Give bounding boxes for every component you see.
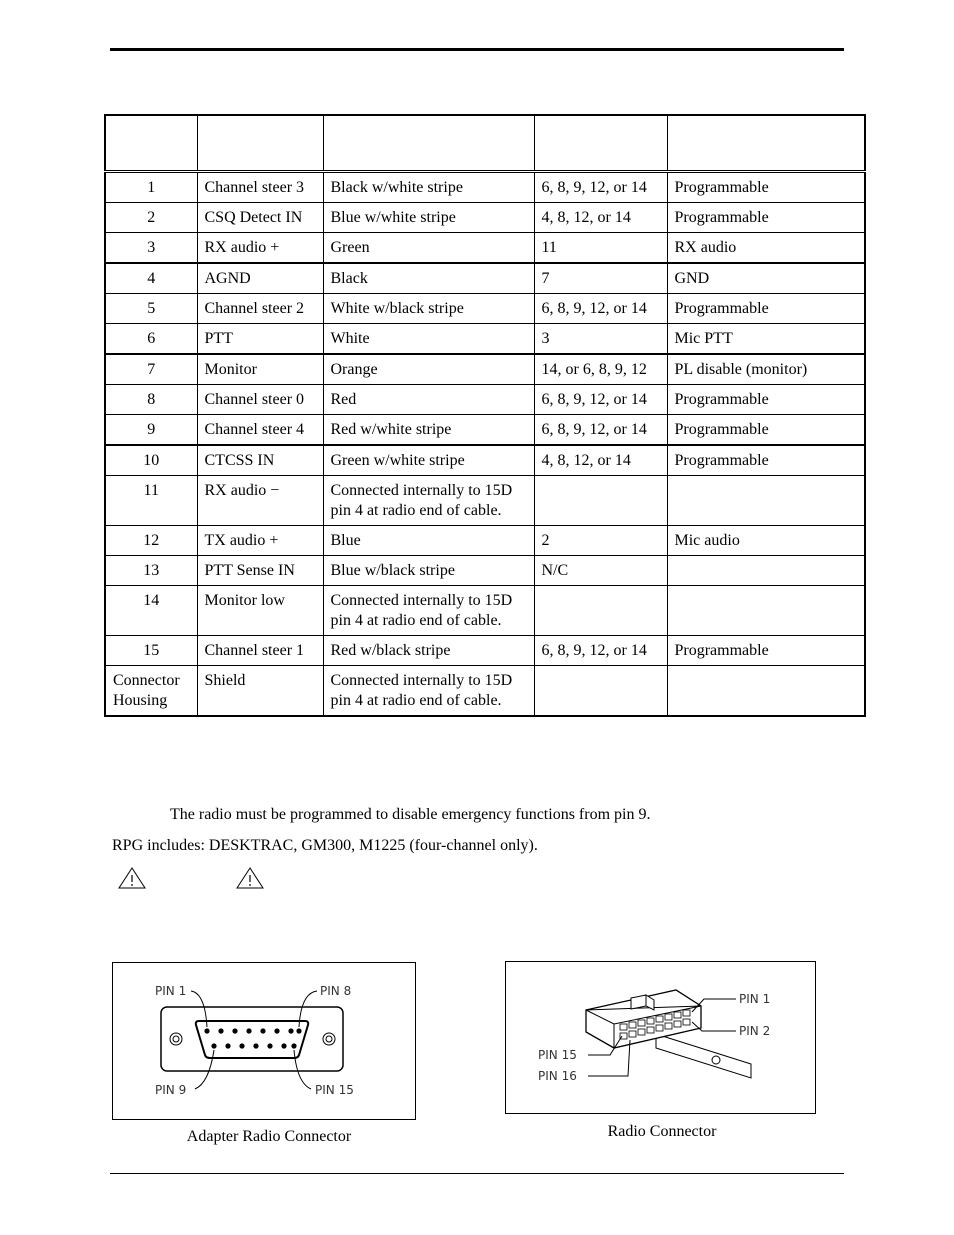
pin1-label: PIN 1 (739, 992, 771, 1006)
cell-function: Channel steer 1 (197, 636, 323, 666)
cell-radio-function (667, 666, 865, 717)
header-cell (534, 115, 667, 172)
cell-radio-pin: 6, 8, 9, 12, or 14 (534, 172, 667, 203)
cell-radio-pin: N/C (534, 556, 667, 586)
cell-radio-pin: 11 (534, 233, 667, 264)
warning-icon (117, 866, 147, 890)
header-cell (667, 115, 865, 172)
radio-connector-caption: Radio Connector (607, 1123, 717, 1140)
cell-wire: Connected internally to 15D pin 4 at radio end of cable. (323, 476, 534, 526)
cell-function: AGND (197, 263, 323, 294)
table-row (105, 636, 865, 666)
header-cell (323, 115, 534, 172)
cell-radio-function (667, 556, 865, 586)
cell-radio-pin: 7 (534, 263, 667, 294)
cell-wire: Black w/white stripe (323, 172, 534, 203)
cell-radio-function: PL disable (monitor) (667, 354, 865, 385)
cell-pin: 12 (105, 526, 197, 556)
cell-wire: Connected internally to 15D pin 4 at radio end of cable. (323, 666, 534, 717)
cell-radio-pin: 6, 8, 9, 12, or 14 (534, 385, 667, 415)
cell-wire: Green w/white stripe (323, 445, 534, 476)
cell-pin: 4 (105, 263, 197, 294)
table-row (105, 666, 865, 717)
cell-pin: 9 (105, 415, 197, 446)
cell-wire: Blue w/white stripe (323, 203, 534, 233)
header-cell (197, 115, 323, 172)
pin8-label: PIN 8 (320, 984, 352, 998)
pin9-label: PIN 9 (155, 1083, 187, 1097)
cell-function: PTT Sense IN (197, 556, 323, 586)
table-row (105, 263, 865, 294)
cell-radio-function: RX audio (667, 233, 865, 264)
cell-wire: Blue w/black stripe (323, 556, 534, 586)
pin15-label: PIN 15 (538, 1048, 577, 1062)
cell-radio-function: Mic PTT (667, 324, 865, 355)
cell-function: Shield (197, 666, 323, 717)
radio-connector-figure (505, 961, 816, 1114)
cell-wire: Connected internally to 15D pin 4 at radio end of cable. (323, 586, 534, 636)
table-row (105, 476, 865, 526)
pin15-label: PIN 15 (315, 1083, 354, 1097)
pin1-label: PIN 1 (155, 984, 187, 998)
cell-function: Channel steer 0 (197, 385, 323, 415)
cell-radio-pin: 2 (534, 526, 667, 556)
cell-radio-function: Programmable (667, 294, 865, 324)
cell-function: Channel steer 4 (197, 415, 323, 446)
cell-wire: Red w/white stripe (323, 415, 534, 446)
table-row (105, 294, 865, 324)
cell-function: PTT (197, 324, 323, 355)
radio-connector-drawing (506, 962, 815, 1113)
table-row (105, 354, 865, 385)
cell-function: RX audio − (197, 476, 323, 526)
table-row (105, 415, 865, 446)
cell-radio-pin: 4, 8, 12, or 14 (534, 445, 667, 476)
cell-pin: 1 (105, 172, 197, 203)
table-row (105, 385, 865, 415)
pin2-label: PIN 2 (739, 1024, 771, 1038)
cell-function: Channel steer 2 (197, 294, 323, 324)
cell-pin: 3 (105, 233, 197, 264)
cell-function: CSQ Detect IN (197, 203, 323, 233)
cell-radio-function (667, 476, 865, 526)
cell-pin: 10 (105, 445, 197, 476)
table-row (105, 324, 865, 355)
cell-radio-pin (534, 476, 667, 526)
cell-function: Monitor (197, 354, 323, 385)
cell-pin: 13 (105, 556, 197, 586)
adapter-connector-figure (112, 962, 416, 1120)
cell-pin: 7 (105, 354, 197, 385)
pinout-table (104, 114, 866, 717)
table-row (105, 556, 865, 586)
cell-radio-pin: 14, or 6, 8, 9, 12 (534, 354, 667, 385)
cell-function: TX audio + (197, 526, 323, 556)
cell-wire: Red (323, 385, 534, 415)
footer-rule (110, 1173, 844, 1174)
cell-radio-function: Programmable (667, 172, 865, 203)
cell-radio-pin (534, 666, 667, 717)
emergency-note: The radio must be programmed to disable emergency functions from pin 9. (170, 806, 651, 823)
cell-pin: Connector Housing (105, 666, 197, 717)
cell-pin: 11 (105, 476, 197, 526)
cell-radio-pin: 6, 8, 9, 12, or 14 (534, 415, 667, 446)
cell-radio-function: Programmable (667, 636, 865, 666)
cell-pin: 14 (105, 586, 197, 636)
cell-function: CTCSS IN (197, 445, 323, 476)
cell-radio-function (667, 586, 865, 636)
cell-pin: 5 (105, 294, 197, 324)
adapter-connector-caption: Adapter Radio Connector (186, 1128, 352, 1145)
cell-function: Monitor low (197, 586, 323, 636)
cell-function: RX audio + (197, 233, 323, 264)
table-body (105, 172, 865, 717)
cell-radio-function: Programmable (667, 415, 865, 446)
cell-wire: White (323, 324, 534, 355)
cell-pin: 2 (105, 203, 197, 233)
cell-radio-pin: 3 (534, 324, 667, 355)
db15-connector-drawing (113, 963, 415, 1119)
cell-function: Channel steer 3 (197, 172, 323, 203)
cell-radio-pin: 6, 8, 9, 12, or 14 (534, 294, 667, 324)
rpg-note: RPG includes: DESKTRAC, GM300, M1225 (four-channel only). (112, 837, 538, 854)
table-header (105, 115, 865, 172)
table-row (105, 203, 865, 233)
cell-radio-function: GND (667, 263, 865, 294)
header-cell (105, 115, 197, 172)
cell-wire: Orange (323, 354, 534, 385)
cell-radio-function: Mic audio (667, 526, 865, 556)
cell-radio-pin (534, 586, 667, 636)
warning-icon (235, 866, 265, 890)
cell-wire: Blue (323, 526, 534, 556)
table-row (105, 586, 865, 636)
cell-wire: Red w/black stripe (323, 636, 534, 666)
cell-radio-pin: 4, 8, 12, or 14 (534, 203, 667, 233)
cell-wire: Green (323, 233, 534, 264)
cell-pin: 15 (105, 636, 197, 666)
pin16-label: PIN 16 (538, 1069, 577, 1083)
cell-radio-pin: 6, 8, 9, 12, or 14 (534, 636, 667, 666)
cell-wire: Black (323, 263, 534, 294)
cell-radio-function: Programmable (667, 203, 865, 233)
table-row (105, 172, 865, 203)
header-rule (110, 48, 844, 51)
cell-radio-function: Programmable (667, 445, 865, 476)
table-row (105, 445, 865, 476)
table-row (105, 526, 865, 556)
cell-wire: White w/black stripe (323, 294, 534, 324)
cell-pin: 8 (105, 385, 197, 415)
cell-pin: 6 (105, 324, 197, 355)
table-row (105, 233, 865, 264)
cell-radio-function: Programmable (667, 385, 865, 415)
